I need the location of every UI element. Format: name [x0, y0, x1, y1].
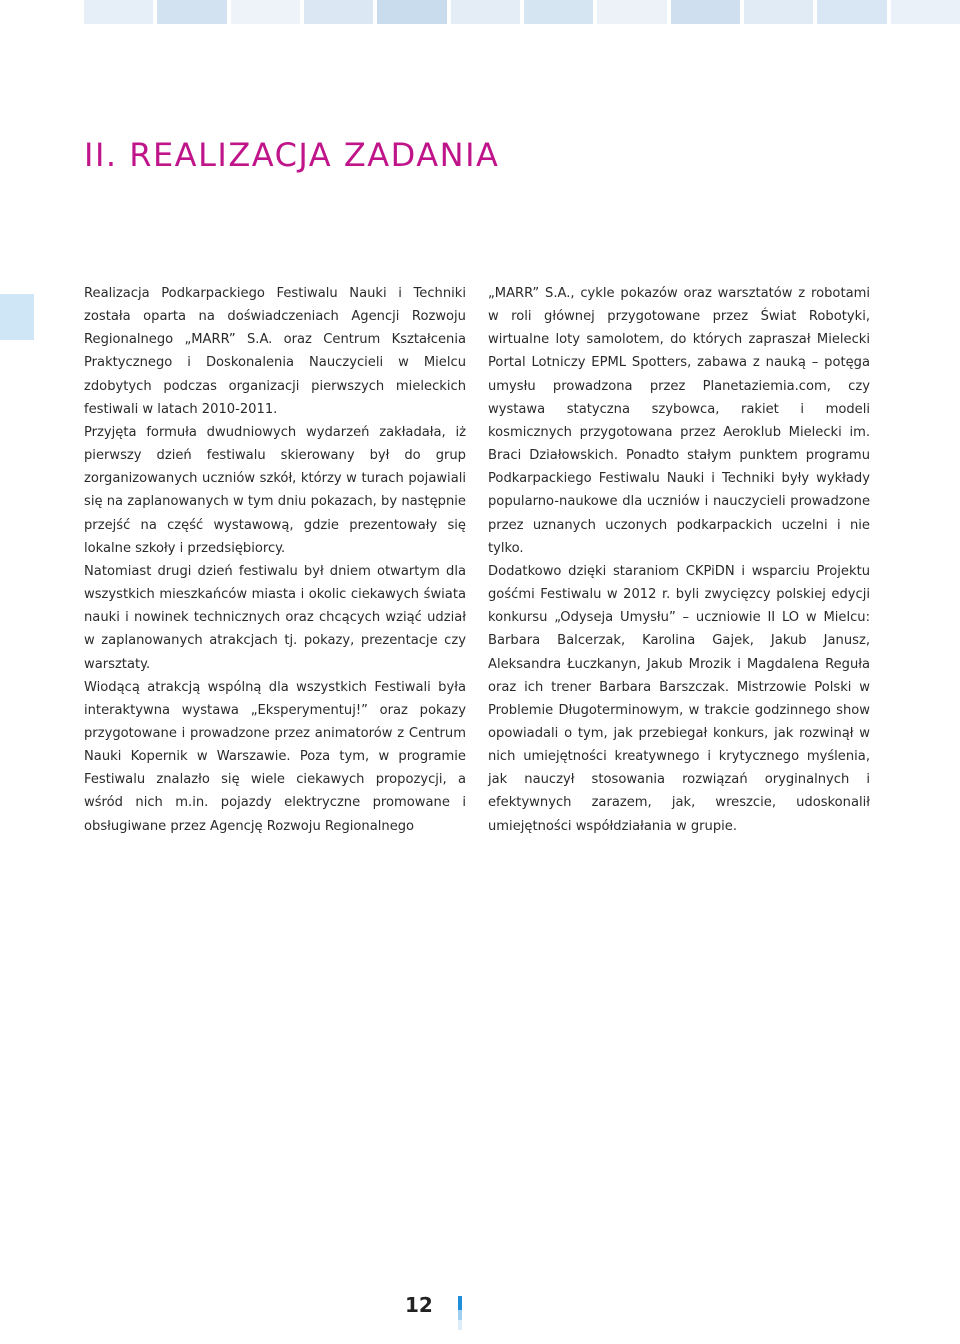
strip-block	[891, 0, 960, 24]
paragraph: Przyjęta formuła dwudniowych wydarzeń zakładała, iż pierwszy dzień festiwalu skierowany był do grup zorganizowanych uczniów szkół, którzy w turach pojawiali się na zaplanowanych w tym dniu pokazach, by następnie przejść na część wystawową, gdzie prezentowały się lokalne szkoły i przedsiębiorcy.	[84, 424, 466, 556]
strip-block	[671, 0, 740, 24]
paragraph: Natomiast drugi dzień festiwalu był dniem otwartym dla wszystkich mieszkańców miasta i okolic ciekawych świata nauki i nowinek technicznych oraz chcących wziąć udział w zaplanowanych atrakcjach tj. pokazy, prezentacje czy warsztaty.	[84, 563, 466, 672]
side-tab-marker	[0, 294, 34, 340]
paragraph: „MARR” S.A., cykle pokazów oraz warsztatów z robotami w roli głównej przygotowane przez Świat Robotyki, wirtualne loty samolotem, do których zapraszał Mielecki Portal Lotniczy EPML Spotters, zabawa z nauką – potęga umysłu prowadzona przez Planetaziemia.com, czy wystawa statyczna szybowca, rakiet i modeli kosmicznych przygotowana przez Aeroklub Mielecki im. Braci Działowskich. Ponadto stałym punktem programu Podkarpackiego Festiwalu Nauki i Techniki były wykłady popularno-naukowe dla uczniów i nauczycieli prowadzone przez uznanych uczonych podkarpackich uczelni i nie tylko.	[488, 286, 870, 556]
strip-block	[377, 0, 446, 24]
strip-block	[524, 0, 593, 24]
page-title: II. REALIZACJA ZADANIA	[84, 136, 500, 174]
page-number-marker	[458, 1296, 462, 1330]
strip-block	[157, 0, 226, 24]
strip-block	[744, 0, 813, 24]
strip-block	[231, 0, 300, 24]
strip-block	[817, 0, 886, 24]
page-number: 12	[405, 1293, 433, 1317]
paragraph: Dodatkowo dzięki staraniom CKPiDN i wsparciu Projektu gośćmi Festiwalu w 2012 r. byli zwycięzcy polskiej edycji konkursu „Odyseja Umysłu” – uczniowie II LO w Mielcu: Barbara Balcerzak, Karolina Gajek, Jakub Janusz, Aleksandra Łuczkanyn, Jakub Mrozik i Magdalena Reguła oraz ich trener Barbara Barszczak. Mistrzowie Polski w Problemie Długoterminowym, w trakcie godzinnego show opowiadali o tym, jak przebiegał konkurs, jak rozwinął w nich umiejętności kreatywnego i krytycznego myślenia, jak nauczył stosowania rozwiązań oryginalnych i efektywnych zarazem, jak, wreszcie, udoskonalił umiejętności współdziałania w grupie.	[488, 563, 870, 834]
right-text-column	[488, 282, 870, 838]
strip-block	[451, 0, 520, 24]
paragraph: Realizacja Podkarpackiego Festiwalu Nauki i Techniki została oparta na doświadczeniach Agencji Rozwoju Regionalnego „MARR” S.A. oraz Centrum Kształcenia Praktycznego i Doskonalenia Nauczycieli w Mielcu zdobytych podczas organizacji pierwszych mieleckich festiwali w latach 2010-2011.	[84, 286, 466, 417]
paragraph: Wiodącą atrakcją wspólną dla wszystkich Festiwali była interaktywna wystawa „Eksperymentuj!” oraz pokazy przygotowane i prowadzone przez animatorów z Centrum Nauki Kopernik w Warszawie. Poza tym, w programie Festiwalu znalazło się wiele ciekawych propozycji, a wśród nich m.in. pojazdy elektryczne promowane i obsługiwane przez Agencję Rozwoju Regionalnego	[84, 679, 466, 834]
left-text-column	[84, 282, 466, 838]
strip-block	[597, 0, 666, 24]
strip-block	[304, 0, 373, 24]
strip-block	[84, 0, 153, 24]
decorative-top-strip	[84, 0, 960, 28]
